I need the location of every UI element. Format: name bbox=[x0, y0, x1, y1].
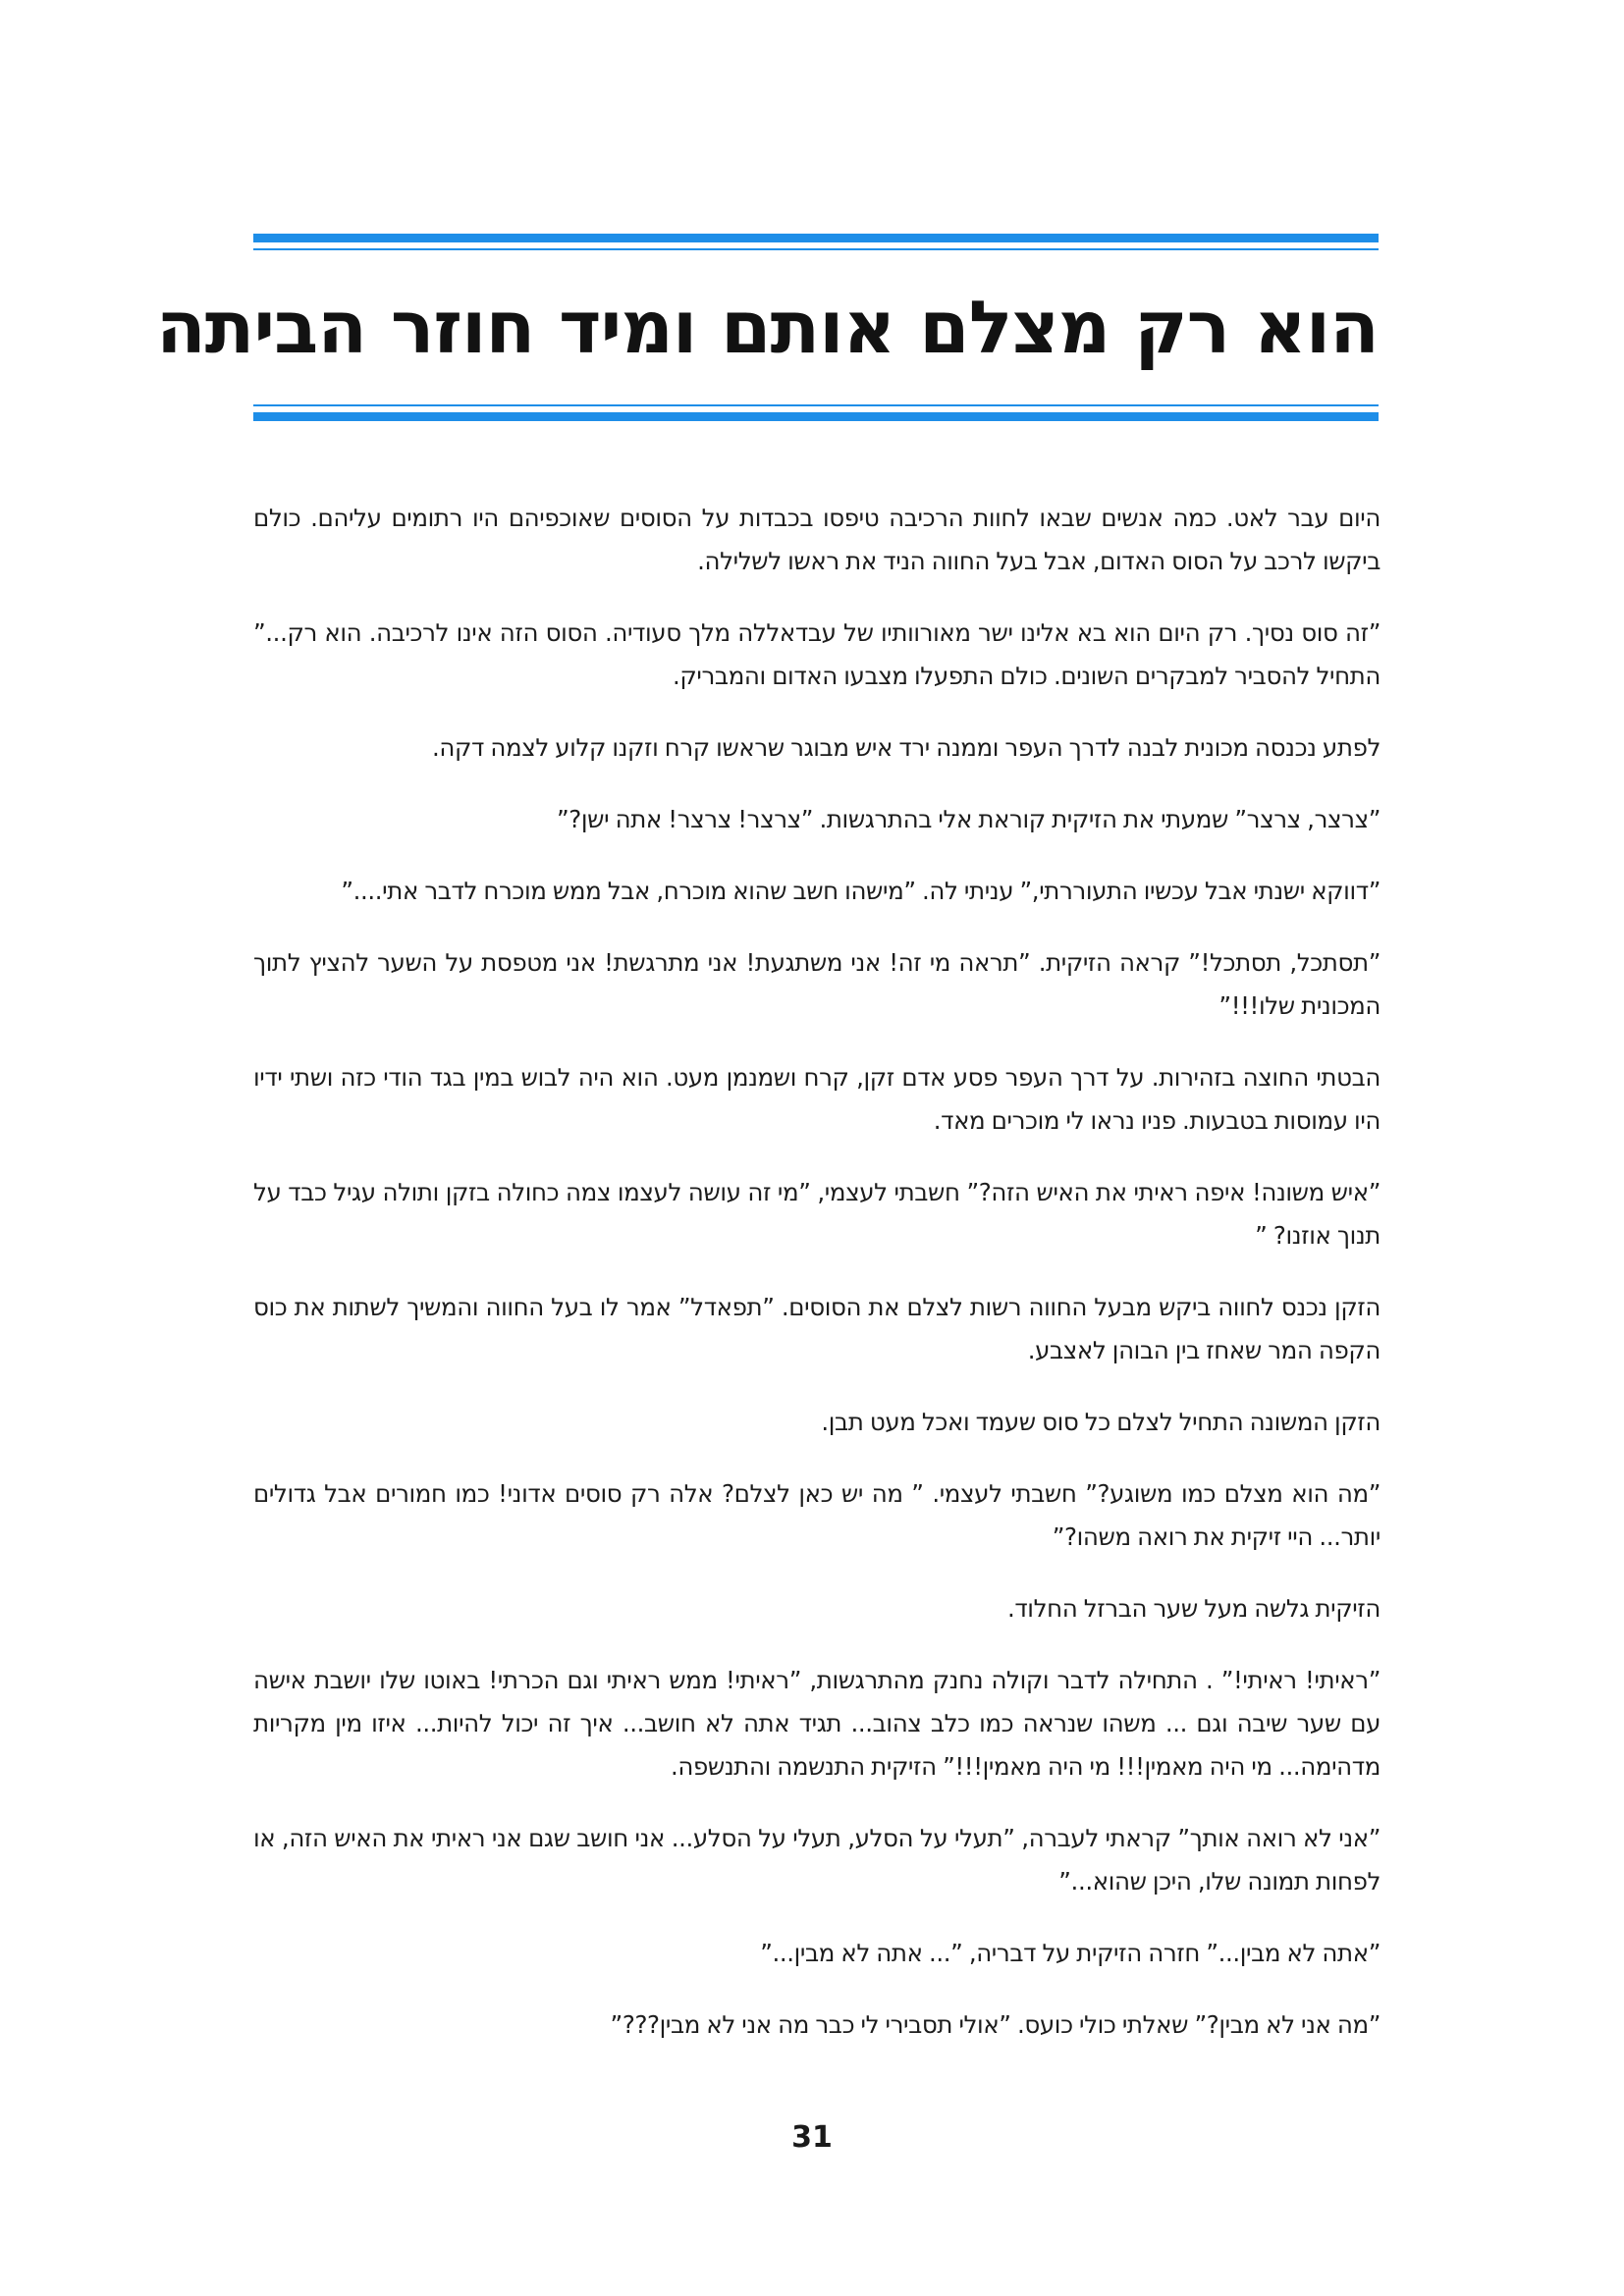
page-number: 31 bbox=[791, 2120, 833, 2155]
paragraph: ”צרצר, צרצר” שמעתי את הזיקית קוראת אלי בהתרגשות. ”צרצר! צרצר! אתה ישן?” bbox=[557, 805, 1380, 833]
paragraph: היום עבר לאט. כמה אנשים שבאו לחוות הרכיבה טיפסו בכבדות על הסוסים שאוכפיהם היו רתומים עליהם. כולם ביקשו לרכב על הסוס האדום, אבל בעל החווה הניד את ראשו לשלילה. bbox=[253, 504, 1380, 575]
paragraph: ”דווקא ישנתי אבל עכשיו התעוררתי,” עניתי לה. ”מישהו חשב שהוא מוכרח, אבל ממש מוכרח לדבר אתי....” bbox=[341, 877, 1380, 905]
paragraph: הזקן נכנס לחווה ביקש מבעל החווה רשות לצלם את הסוסים. ”תפאדל” אמר לו בעל החווה והמשיך לשתות את כוס הקפה המר שאחז בין הבוהן לאצבע. bbox=[253, 1293, 1380, 1364]
paragraph: ”תסתכל, תסתכל!” קראה הזיקית. ”תראה מי זה! אני משתגעת! אני מתרגשת! אני מטפסת על השער להציץ לתוך המכונית שלו!!!” bbox=[253, 948, 1380, 1020]
accent-rule-thick bbox=[253, 234, 1379, 242]
paragraph: הבטתי החוצה בזהירות. על דרך העפר פסע אדם זקן, קרח ושמנמן מעט. הוא היה לבוש במין בגד הודי כזה ושתי ידיו היו עמוסות בטבעות. פניו נראו לי מוכרים מאד. bbox=[253, 1063, 1380, 1135]
chapter-title: הוא רק מצלם אותם ומיד חוזר הביתה bbox=[155, 286, 1379, 370]
paragraph: ”מה אני לא מבין?” שאלתי כולי כועס. ”אולי תסבירי לי כבר מה אני לא מבין???” bbox=[610, 2010, 1380, 2039]
paragraph: לפתע נכנסה מכונית לבנה לדרך העפר וממנה ירד איש מבוגר שראשו קרח וזקנו קלוע לצמה דקה. bbox=[432, 733, 1380, 762]
paragraph: הזיקית גלשה מעל שער הברזל החלוד. bbox=[1006, 1594, 1380, 1623]
paragraph: ”ראיתי! ראיתי!” . התחילה לדבר וקולה נחנק מהתרגשות, ”ראיתי! ממש ראיתי וגם הכרתי! באוטו שלו יושבת אישה עם שער שיבה וגם ... משהו שנראה כמו כלב צהוב... תגיד אתה לא חושב... איך זה יכול להיות... איזו מין מקריות מדהימה... מי היה מאמין!!! מי היה מאמין!!!” הזיקית התנשמה והתנשפה. bbox=[253, 1666, 1380, 1781]
paragraph: הזקן המשונה התחיל לצלם כל סוס שעמד ואכל מעט תבן. bbox=[821, 1408, 1380, 1436]
accent-rule-thick bbox=[253, 412, 1379, 421]
paragraph: ”מה הוא מצלם כמו משוגע?” חשבתי לעצמי. ” מה יש כאן לצלם? אלה רק סוסים אדוני! כמו חמורים אבל גדולים יותר... היי זיקית את רואה משהו?” bbox=[253, 1479, 1380, 1551]
chapter-body bbox=[253, 497, 1380, 2075]
accent-rule-thin bbox=[253, 248, 1379, 250]
title-bottom-rule bbox=[253, 404, 1379, 421]
paragraph: ”אתה לא מבין...” חזרה הזיקית על דבריה, ”... אתה לא מבין...” bbox=[760, 1939, 1380, 1967]
title-top-rule bbox=[253, 234, 1379, 250]
paragraph: ”אני לא רואה אותך” קראתי לעברה, ”תעלי על הסלע, תעלי על הסלע... אני חושב שגם אני ראיתי את האיש הזה, או לפחות תמונה שלו, היכן שהוא...” bbox=[253, 1824, 1380, 1896]
paragraph: ”איש משונה! איפה ראיתי את האיש הזה?” חשבתי לעצמי, ”מי זה עושה לעצמו צמה כחולה בזקן ותולה עגיל כבד על תנוך אוזנו? ” bbox=[253, 1178, 1380, 1250]
paragraph: ”זה סוס נסיך. רק היום הוא בא אלינו ישר מאורוותיו של עבדאללה מלך סעודיה. הסוס הזה אינו לרכיבה. הוא רק...” התחיל להסביר למבקרים השונים. כולם התפעלו מצבעו האדום והמבריק. bbox=[253, 618, 1380, 690]
